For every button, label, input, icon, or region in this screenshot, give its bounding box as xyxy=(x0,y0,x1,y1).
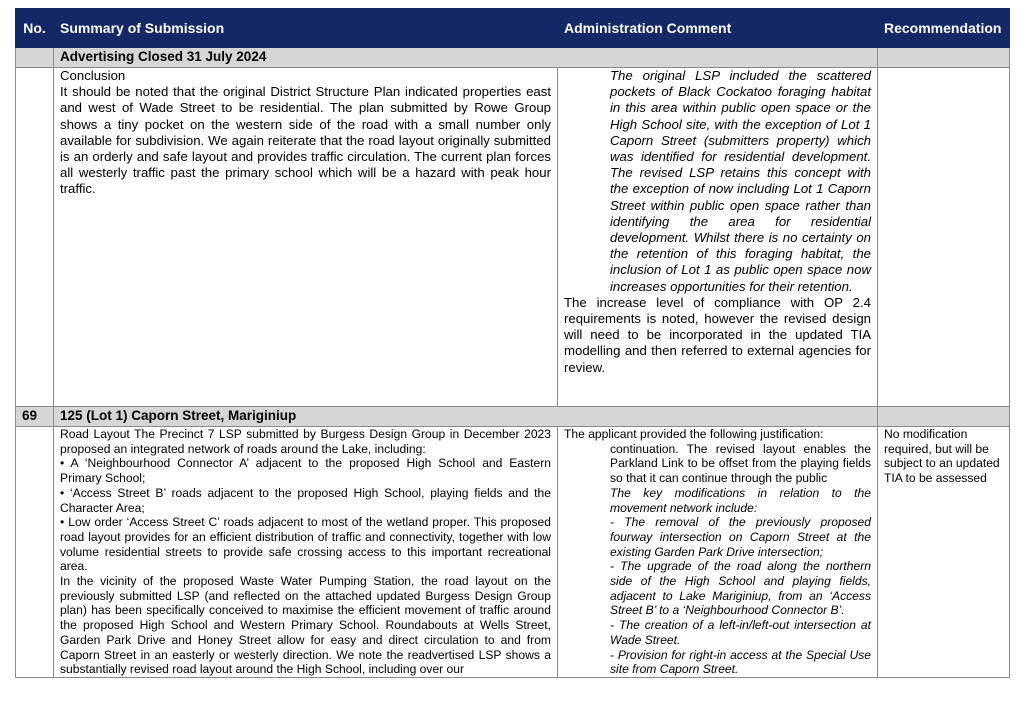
recommendation-cell xyxy=(878,68,1010,407)
header-no: No. xyxy=(16,9,54,48)
section-row-submission xyxy=(16,407,1010,427)
submissions-table xyxy=(15,8,1010,678)
table-row xyxy=(16,427,1010,678)
admin-intro: The applicant provided the following justification: xyxy=(564,427,824,441)
admin-comment-cell xyxy=(558,68,878,407)
submission-title: 125 (Lot 1) Caporn Street, Mariginiup xyxy=(54,407,878,427)
admin-quote: The key modifications in relation to the movement network include: xyxy=(610,485,871,515)
admin-comment-cell xyxy=(558,427,878,678)
submission-number: 69 xyxy=(16,407,54,427)
summary-paragraph: In the vicinity of the proposed Waste Water Pumping Station, the road layout on the previously submitted LSP (and reflected on the attached updated Burgess Design Group plan) has been specifically conceived to maximise the efficient movement of traffic around the proposed High School and Western Primary School. Roundabouts at Wells Street, Garden Park Drive and Honey Street allow for easy and direct circulation to and from Caporn Street in an easterly or westerly direction. We note the readvertised LSP shows a substantially revised road layout around the High School, including over our xyxy=(60,574,551,677)
section-title: Advertising Closed 31 July 2024 xyxy=(54,48,878,68)
summary-paragraph: Road Layout The Precinct 7 LSP submitted by Burgess Design Group in December 2023 proposed an integrated network of roads around the Lake, including: xyxy=(60,427,551,456)
recommendation-cell: No modification required, but will be subject to an updated TIA to be assessed xyxy=(878,427,1010,678)
summary-bullet: • ‘Access Street B’ roads adjacent to the proposed High School, playing fields and the Character Area; xyxy=(60,485,551,515)
admin-quote: - Provision for right-in access at the Special Use site from Caporn Street. xyxy=(610,647,871,677)
header-recommendation: Recommendation xyxy=(878,9,1010,48)
summary-cell xyxy=(54,68,558,407)
table-row xyxy=(16,68,1010,407)
admin-quote: - The creation of a left-in/left-out intersection at Wade Street. xyxy=(610,618,871,647)
summary-bullet: • Low order ‘Access Street C’ roads adjacent to most of the wetland proper. This proposed road layout provides for an efficient distribution of traffic and connectivity, together with low volume residential streets to provide safe crossing access to this important recreational area. xyxy=(60,515,551,574)
summary-text: It should be noted that the original District Structure Plan indicated properties east and west of Wade Street to be residential. The plan submitted by Rowe Group shows a tiny pocket on the western side of the road with a small number only available for subdivision. We again reiterate that the road layout originally submitted is an orderly and safe layout and provides traffic circulation. The current plan forces all westerly traffic past the primary school which will be a hazard with peak hour traffic. xyxy=(60,84,551,197)
section-row-closed xyxy=(16,48,1010,68)
summary-bullet: • A ‘Neighbourhood Connector A’ adjacent to the proposed High School and Eastern Primary School; xyxy=(60,456,551,486)
summary-heading: Conclusion xyxy=(60,68,126,83)
admin-comment-text: The increase level of compliance with OP 2.4 requirements is noted, however the revised design will need to be incorporated in the updated TIA modelling and then referred to external agencies for review. xyxy=(564,294,871,375)
header-summary: Summary of Submission xyxy=(54,9,558,48)
admin-quote: - The removal of the previously proposed fourway intersection on Caporn Street at the existing Garden Park Drive intersection; xyxy=(610,515,871,559)
row-number xyxy=(16,68,54,407)
row-number xyxy=(16,427,54,678)
header-row xyxy=(16,9,1010,48)
admin-quote: - The upgrade of the road along the northern side of the High School and playing fields, adjacent to Lake Mariginiup, from an ‘Access Street B’ to a ‘Neighbourhood Connector B’. xyxy=(610,559,871,618)
admin-quote: The original LSP included the scattered pockets of Black Cockatoo foraging habitat in this area within public open space or the High School site, with the exception of Lot 1 Caporn Street (submitters property) which was identified for residential development. The revised LSP retains this concept with the exception of now including Lot 1 Caporn Street within public open space rather than identifying the area for residential development. Whilst there is no certainty on the retention of this foraging habitat, the inclusion of Lot 1 as public open space now increases opportunities for their retention. xyxy=(610,68,871,294)
admin-continuation: continuation. The revised layout enables the Parkland Link to be offset from the playing fields so that it can continue through the public xyxy=(610,441,871,486)
header-admin-comment: Administration Comment xyxy=(558,9,878,48)
summary-cell xyxy=(54,427,558,678)
